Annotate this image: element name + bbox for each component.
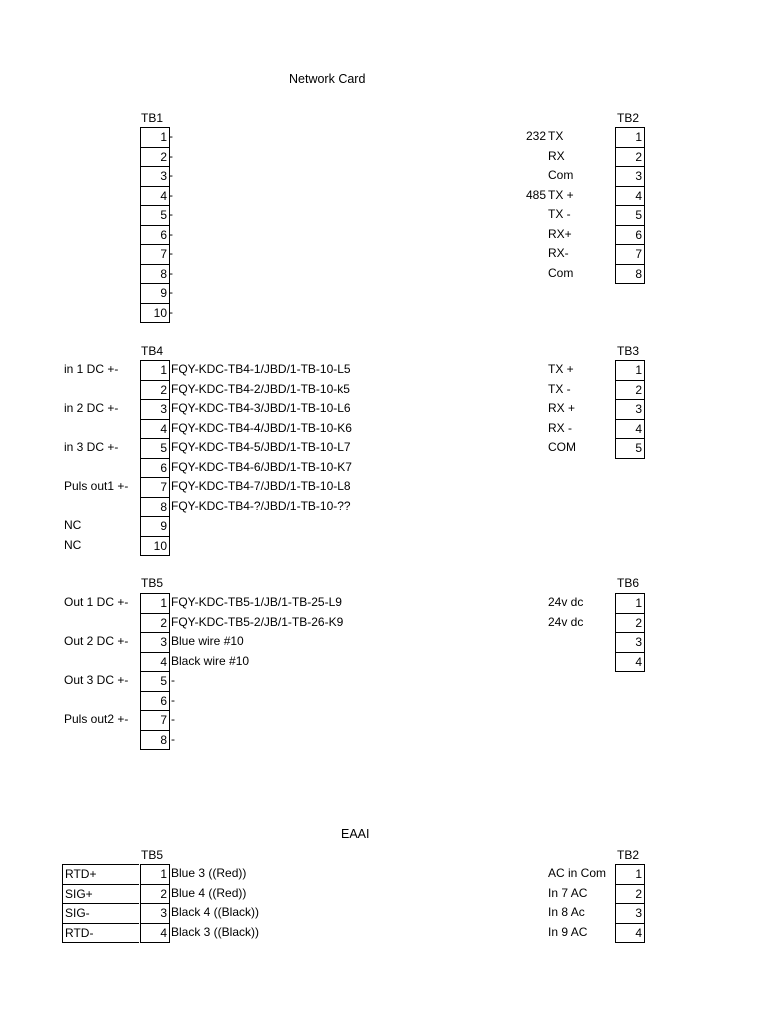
tb1-desc-5: - (169, 207, 173, 221)
tb1-desc-6: - (169, 226, 173, 241)
eaai-tb2-terminal-block (615, 864, 645, 943)
tb6-terminal-3: 3 (616, 633, 644, 653)
tb4-desc-3: FQY-KDC-TB4-3/JBD/1-TB-10-L6 (171, 401, 351, 415)
tb1-terminal-2: 2 (141, 148, 169, 168)
eaai-tb5-terminal-4: 4 (141, 924, 169, 944)
tb2-label-5: TX - (548, 207, 571, 221)
tb2-terminal-5: 5 (616, 206, 644, 226)
tb4-left-7: Puls out1 +- (64, 479, 129, 493)
tb6-label-1: 24v dc (548, 595, 584, 609)
tb1-desc-8: - (169, 265, 173, 280)
tb1-desc-7: - (169, 246, 173, 260)
tb1-terminal-1: 1 (141, 128, 169, 148)
eaai-tb2-terminal-4: 4 (616, 924, 644, 944)
eaai-tb5-signal-2: SIG+ (63, 885, 139, 905)
tb3-terminal-2: 2 (616, 381, 644, 401)
tb5-terminal-1: 1 (141, 594, 169, 614)
tb3-label-5: COM (548, 440, 576, 454)
tb4-terminal-9: 9 (141, 517, 169, 537)
tb4-desc-7: FQY-KDC-TB4-7/JBD/1-TB-10-L8 (171, 479, 351, 493)
tb5-desc-7: - (171, 712, 175, 726)
tb2-pre-4: 485 (525, 187, 546, 202)
tb5-terminal-7: 7 (141, 711, 169, 731)
eaai-tb5-desc-4: Black 3 ((Black)) (171, 924, 260, 939)
tb4-terminal-5: 5 (141, 439, 169, 459)
eaai-tb2-header: TB2 (617, 848, 640, 862)
tb4-left-5: in 3 DC +- (64, 440, 119, 454)
tb6-terminal-4: 4 (616, 653, 644, 673)
tb4-terminal-1: 1 (141, 361, 169, 381)
tb3-label-4: RX - (548, 420, 572, 435)
tb5-left-3: Out 2 DC +- (64, 634, 129, 648)
eaai-tb5-terminal-2: 2 (141, 885, 169, 905)
tb5-desc-4: Black wire #10 (171, 653, 250, 668)
tb4-left-1: in 1 DC +- (64, 362, 119, 376)
tb3-header: TB3 (617, 344, 640, 358)
tb4-desc-6: FQY-KDC-TB4-6/JBD/1-TB-10-K7 (171, 459, 352, 474)
eaai-tb2-terminal-1: 1 (616, 865, 644, 885)
tb3-terminal-3: 3 (616, 400, 644, 420)
tb2-terminal-2: 2 (616, 148, 644, 168)
tb1-desc-10: - (169, 304, 173, 319)
tb1-terminal-3: 3 (141, 167, 169, 187)
eaai-tb5-desc-1: Blue 3 ((Red)) (171, 866, 247, 880)
tb5-terminal-4: 4 (141, 653, 169, 673)
tb5-terminal-2: 2 (141, 614, 169, 634)
tb4-desc-4: FQY-KDC-TB4-4/JBD/1-TB-10-K6 (171, 420, 352, 435)
tb4-desc-5: FQY-KDC-TB4-5/JBD/1-TB-10-L7 (171, 440, 351, 454)
tb1-desc-3: - (169, 168, 173, 182)
eaai-tb5-terminal-1: 1 (141, 865, 169, 885)
tb1-terminal-10: 10 (141, 304, 169, 324)
tb2-header: TB2 (617, 111, 640, 125)
tb6-label-2: 24v dc (548, 614, 584, 629)
tb4-header: TB4 (141, 344, 164, 358)
tb1-terminal-6: 6 (141, 226, 169, 246)
eaai-tb5-signal-box (62, 864, 139, 943)
tb5-terminal-3: 3 (141, 633, 169, 653)
tb5-left-5: Out 3 DC +- (64, 673, 129, 687)
eaai-tb2-terminal-3: 3 (616, 904, 644, 924)
tb5-left-1: Out 1 DC +- (64, 595, 129, 609)
eaai-tb5-terminal-block (140, 864, 170, 943)
eaai-tb5-header: TB5 (141, 848, 164, 862)
eaai-tb5-signal-4: RTD- (65, 925, 94, 940)
tb5-terminal-block (140, 593, 170, 750)
tb3-label-2: TX - (548, 381, 571, 396)
tb1-desc-9: - (169, 285, 173, 299)
tb4-left-3: in 2 DC +- (64, 401, 119, 415)
tb1-desc-2: - (169, 148, 173, 163)
tb4-terminal-3: 3 (141, 400, 169, 420)
tb1-terminal-4: 4 (141, 187, 169, 207)
tb4-terminal-10: 10 (141, 537, 169, 557)
eaai-tb2-label-2: In 7 AC (548, 885, 588, 900)
page-title: Network Card (289, 72, 366, 86)
eaai-tb5-signal-3: SIG- (63, 904, 139, 924)
tb6-terminal-1: 1 (616, 594, 644, 614)
tb1-terminal-5: 5 (141, 206, 169, 226)
tb4-terminal-2: 2 (141, 381, 169, 401)
tb1-desc-4: - (169, 187, 173, 202)
eaai-tb5-desc-2: Blue 4 ((Red)) (171, 885, 247, 900)
tb2-pre-1: 232 (525, 129, 546, 143)
eaai-title: EAAI (341, 827, 370, 841)
tb3-terminal-4: 4 (616, 420, 644, 440)
tb6-terminal-2: 2 (616, 614, 644, 634)
eaai-tb5-terminal-3: 3 (141, 904, 169, 924)
tb2-terminal-6: 6 (616, 226, 644, 246)
tb4-terminal-block (140, 360, 170, 556)
tb3-terminal-block (615, 360, 645, 459)
tb4-left-10: NC (64, 537, 82, 552)
tb1-desc-1: - (169, 129, 173, 143)
tb3-label-3: RX + (548, 401, 576, 415)
eaai-tb2-label-4: In 9 AC (548, 924, 588, 939)
tb5-terminal-8: 8 (141, 731, 169, 751)
tb4-desc-2: FQY-KDC-TB4-2/JBD/1-TB-10-k5 (171, 381, 350, 396)
tb5-header: TB5 (141, 576, 164, 590)
tb2-label-3: Com (548, 168, 574, 182)
tb5-desc-6: - (171, 692, 175, 707)
tb6-terminal-block (615, 593, 645, 672)
tb4-terminal-4: 4 (141, 420, 169, 440)
tb5-desc-3: Blue wire #10 (171, 634, 244, 648)
tb2-label-7: RX- (548, 246, 569, 260)
eaai-tb5-signal-1: RTD+ (63, 865, 139, 885)
eaai-tb2-label-3: In 8 Ac (548, 905, 585, 919)
tb1-terminal-7: 7 (141, 245, 169, 265)
tb2-label-8: Com (548, 265, 574, 280)
tb2-terminal-1: 1 (616, 128, 644, 148)
eaai-tb2-terminal-2: 2 (616, 885, 644, 905)
tb4-desc-1: FQY-KDC-TB4-1/JBD/1-TB-10-L5 (171, 362, 351, 376)
tb2-terminal-7: 7 (616, 245, 644, 265)
tb4-terminal-6: 6 (141, 459, 169, 479)
tb4-left-9: NC (64, 518, 82, 532)
tb4-terminal-8: 8 (141, 498, 169, 518)
tb2-label-2: RX (548, 148, 565, 163)
tb1-header: TB1 (141, 111, 164, 125)
tb5-desc-2: FQY-KDC-TB5-2/JB/1-TB-26-K9 (171, 614, 344, 629)
tb4-terminal-7: 7 (141, 478, 169, 498)
tb2-terminal-4: 4 (616, 187, 644, 207)
tb2-label-4: TX + (548, 187, 574, 202)
tb1-terminal-8: 8 (141, 265, 169, 285)
tb5-terminal-6: 6 (141, 692, 169, 712)
eaai-tb2-label-1: AC in Com (548, 866, 607, 880)
tb3-terminal-5: 5 (616, 439, 644, 459)
tb2-terminal-3: 3 (616, 167, 644, 187)
tb2-terminal-8: 8 (616, 265, 644, 285)
tb5-desc-1: FQY-KDC-TB5-1/JB/1-TB-25-L9 (171, 595, 342, 609)
tb3-label-1: TX + (548, 362, 574, 376)
tb2-label-6: RX+ (548, 226, 572, 241)
tb5-desc-5: - (171, 673, 175, 687)
tb1-terminal-block (140, 127, 170, 323)
tb3-terminal-1: 1 (616, 361, 644, 381)
eaai-tb5-desc-3: Black 4 ((Black)) (171, 905, 260, 919)
tb2-terminal-block (615, 127, 645, 284)
tb1-terminal-9: 9 (141, 284, 169, 304)
tb5-desc-8: - (171, 731, 175, 746)
tb5-left-7: Puls out2 +- (64, 712, 129, 726)
tb2-label-1: TX (548, 129, 564, 143)
tb5-terminal-5: 5 (141, 672, 169, 692)
tb6-header: TB6 (617, 576, 640, 590)
tb4-desc-8: FQY-KDC-TB4-?/JBD/1-TB-10-?? (171, 498, 351, 513)
